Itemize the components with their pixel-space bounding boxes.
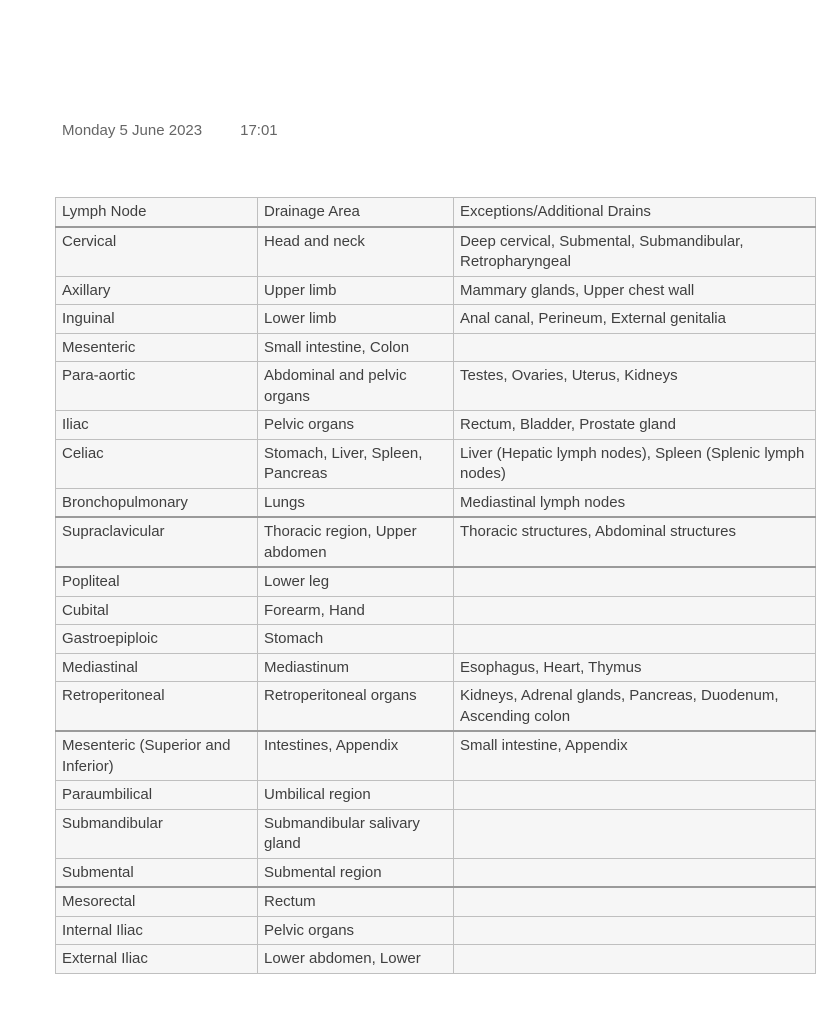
exceptions-cell: Thoracic structures, Abdominal structures bbox=[454, 517, 816, 567]
lymph-node-cell: Internal Iliac bbox=[56, 916, 258, 945]
table-row bbox=[56, 411, 816, 440]
drainage-area-cell: Lungs bbox=[258, 488, 454, 517]
table-row bbox=[56, 858, 816, 887]
table-row bbox=[56, 731, 816, 781]
drainage-area-cell: Forearm, Hand bbox=[258, 596, 454, 625]
table-row bbox=[56, 809, 816, 858]
drainage-area-cell: Intestines, Appendix bbox=[258, 731, 454, 781]
drainage-area-cell: Retroperitoneal organs bbox=[258, 682, 454, 732]
table-viewport bbox=[55, 197, 805, 967]
exceptions-cell: Mammary glands, Upper chest wall bbox=[454, 276, 816, 305]
exceptions-cell: Deep cervical, Submental, Submandibular, Retropharyngeal bbox=[454, 227, 816, 277]
table-row bbox=[56, 439, 816, 488]
exceptions-cell: Small intestine, Appendix bbox=[454, 731, 816, 781]
drainage-area-cell: Upper limb bbox=[258, 276, 454, 305]
exceptions-cell bbox=[454, 916, 816, 945]
column-header-drainage-area: Drainage Area bbox=[258, 198, 454, 227]
lymph-node-cell: Mediastinal bbox=[56, 653, 258, 682]
exceptions-cell bbox=[454, 809, 816, 858]
drainage-area-cell: Lower abdomen, Lower bbox=[258, 945, 454, 974]
drainage-area-cell: Umbilical region bbox=[258, 781, 454, 810]
table-row bbox=[56, 653, 816, 682]
lymph-node-cell: Celiac bbox=[56, 439, 258, 488]
lymph-node-cell: Para-aortic bbox=[56, 362, 258, 411]
page-time: 17:01 bbox=[240, 122, 278, 139]
lymph-node-cell: Inguinal bbox=[56, 305, 258, 334]
drainage-area-cell: Mediastinum bbox=[258, 653, 454, 682]
drainage-area-cell: Submandibular salivary gland bbox=[258, 809, 454, 858]
exceptions-cell: Anal canal, Perineum, External genitalia bbox=[454, 305, 816, 334]
lymph-node-cell: Submental bbox=[56, 858, 258, 887]
lymph-node-cell: Submandibular bbox=[56, 809, 258, 858]
table-row bbox=[56, 916, 816, 945]
lymph-node-cell: Cubital bbox=[56, 596, 258, 625]
drainage-area-cell: Pelvic organs bbox=[258, 916, 454, 945]
table-row bbox=[56, 488, 816, 517]
table-row bbox=[56, 781, 816, 810]
exceptions-cell bbox=[454, 858, 816, 887]
table-row bbox=[56, 887, 816, 916]
exceptions-cell bbox=[454, 567, 816, 596]
page-date: Monday 5 June 2023 bbox=[62, 122, 203, 139]
drainage-area-cell: Stomach, Liver, Spleen, Pancreas bbox=[258, 439, 454, 488]
lymph-node-cell: Gastroepiploic bbox=[56, 625, 258, 654]
table-row bbox=[56, 567, 816, 596]
table-row bbox=[56, 333, 816, 362]
table-row bbox=[56, 682, 816, 732]
table-header-row bbox=[56, 198, 816, 227]
exceptions-cell bbox=[454, 945, 816, 974]
exceptions-cell: Rectum, Bladder, Prostate gland bbox=[454, 411, 816, 440]
lymph-node-cell: Axillary bbox=[56, 276, 258, 305]
table-row bbox=[56, 596, 816, 625]
table-row bbox=[56, 517, 816, 567]
drainage-area-cell: Head and neck bbox=[258, 227, 454, 277]
lymph-node-cell: Supraclavicular bbox=[56, 517, 258, 567]
table-row bbox=[56, 362, 816, 411]
lymph-node-cell: Cervical bbox=[56, 227, 258, 277]
table-row bbox=[56, 945, 816, 974]
drainage-area-cell: Rectum bbox=[258, 887, 454, 916]
table-row bbox=[56, 276, 816, 305]
drainage-area-cell: Stomach bbox=[258, 625, 454, 654]
table-row bbox=[56, 227, 816, 277]
lymph-node-cell: Bronchopulmonary bbox=[56, 488, 258, 517]
lymph-node-table bbox=[55, 197, 816, 974]
column-header-lymph-node: Lymph Node bbox=[56, 198, 258, 227]
exceptions-cell: Liver (Hepatic lymph nodes), Spleen (Splenic lymph nodes) bbox=[454, 439, 816, 488]
lymph-node-cell: External Iliac bbox=[56, 945, 258, 974]
column-header-exceptions: Exceptions/Additional Drains bbox=[454, 198, 816, 227]
lymph-node-cell: Mesorectal bbox=[56, 887, 258, 916]
lymph-node-cell: Paraumbilical bbox=[56, 781, 258, 810]
exceptions-cell: Mediastinal lymph nodes bbox=[454, 488, 816, 517]
lymph-node-cell: Iliac bbox=[56, 411, 258, 440]
exceptions-cell: Kidneys, Adrenal glands, Pancreas, Duodenum, Ascending colon bbox=[454, 682, 816, 732]
lymph-node-cell: Retroperitoneal bbox=[56, 682, 258, 732]
drainage-area-cell: Lower leg bbox=[258, 567, 454, 596]
lymph-node-cell: Popliteal bbox=[56, 567, 258, 596]
drainage-area-cell: Pelvic organs bbox=[258, 411, 454, 440]
drainage-area-cell: Small intestine, Colon bbox=[258, 333, 454, 362]
drainage-area-cell: Submental region bbox=[258, 858, 454, 887]
exceptions-cell bbox=[454, 333, 816, 362]
drainage-area-cell: Abdominal and pelvic organs bbox=[258, 362, 454, 411]
table-row bbox=[56, 625, 816, 654]
exceptions-cell: Testes, Ovaries, Uterus, Kidneys bbox=[454, 362, 816, 411]
lymph-node-cell: Mesenteric bbox=[56, 333, 258, 362]
exceptions-cell bbox=[454, 625, 816, 654]
exceptions-cell bbox=[454, 887, 816, 916]
drainage-area-cell: Thoracic region, Upper abdomen bbox=[258, 517, 454, 567]
exceptions-cell: Esophagus, Heart, Thymus bbox=[454, 653, 816, 682]
lymph-node-cell: Mesenteric (Superior and Inferior) bbox=[56, 731, 258, 781]
table-row bbox=[56, 305, 816, 334]
drainage-area-cell: Lower limb bbox=[258, 305, 454, 334]
exceptions-cell bbox=[454, 781, 816, 810]
page-timestamp bbox=[62, 122, 278, 139]
exceptions-cell bbox=[454, 596, 816, 625]
